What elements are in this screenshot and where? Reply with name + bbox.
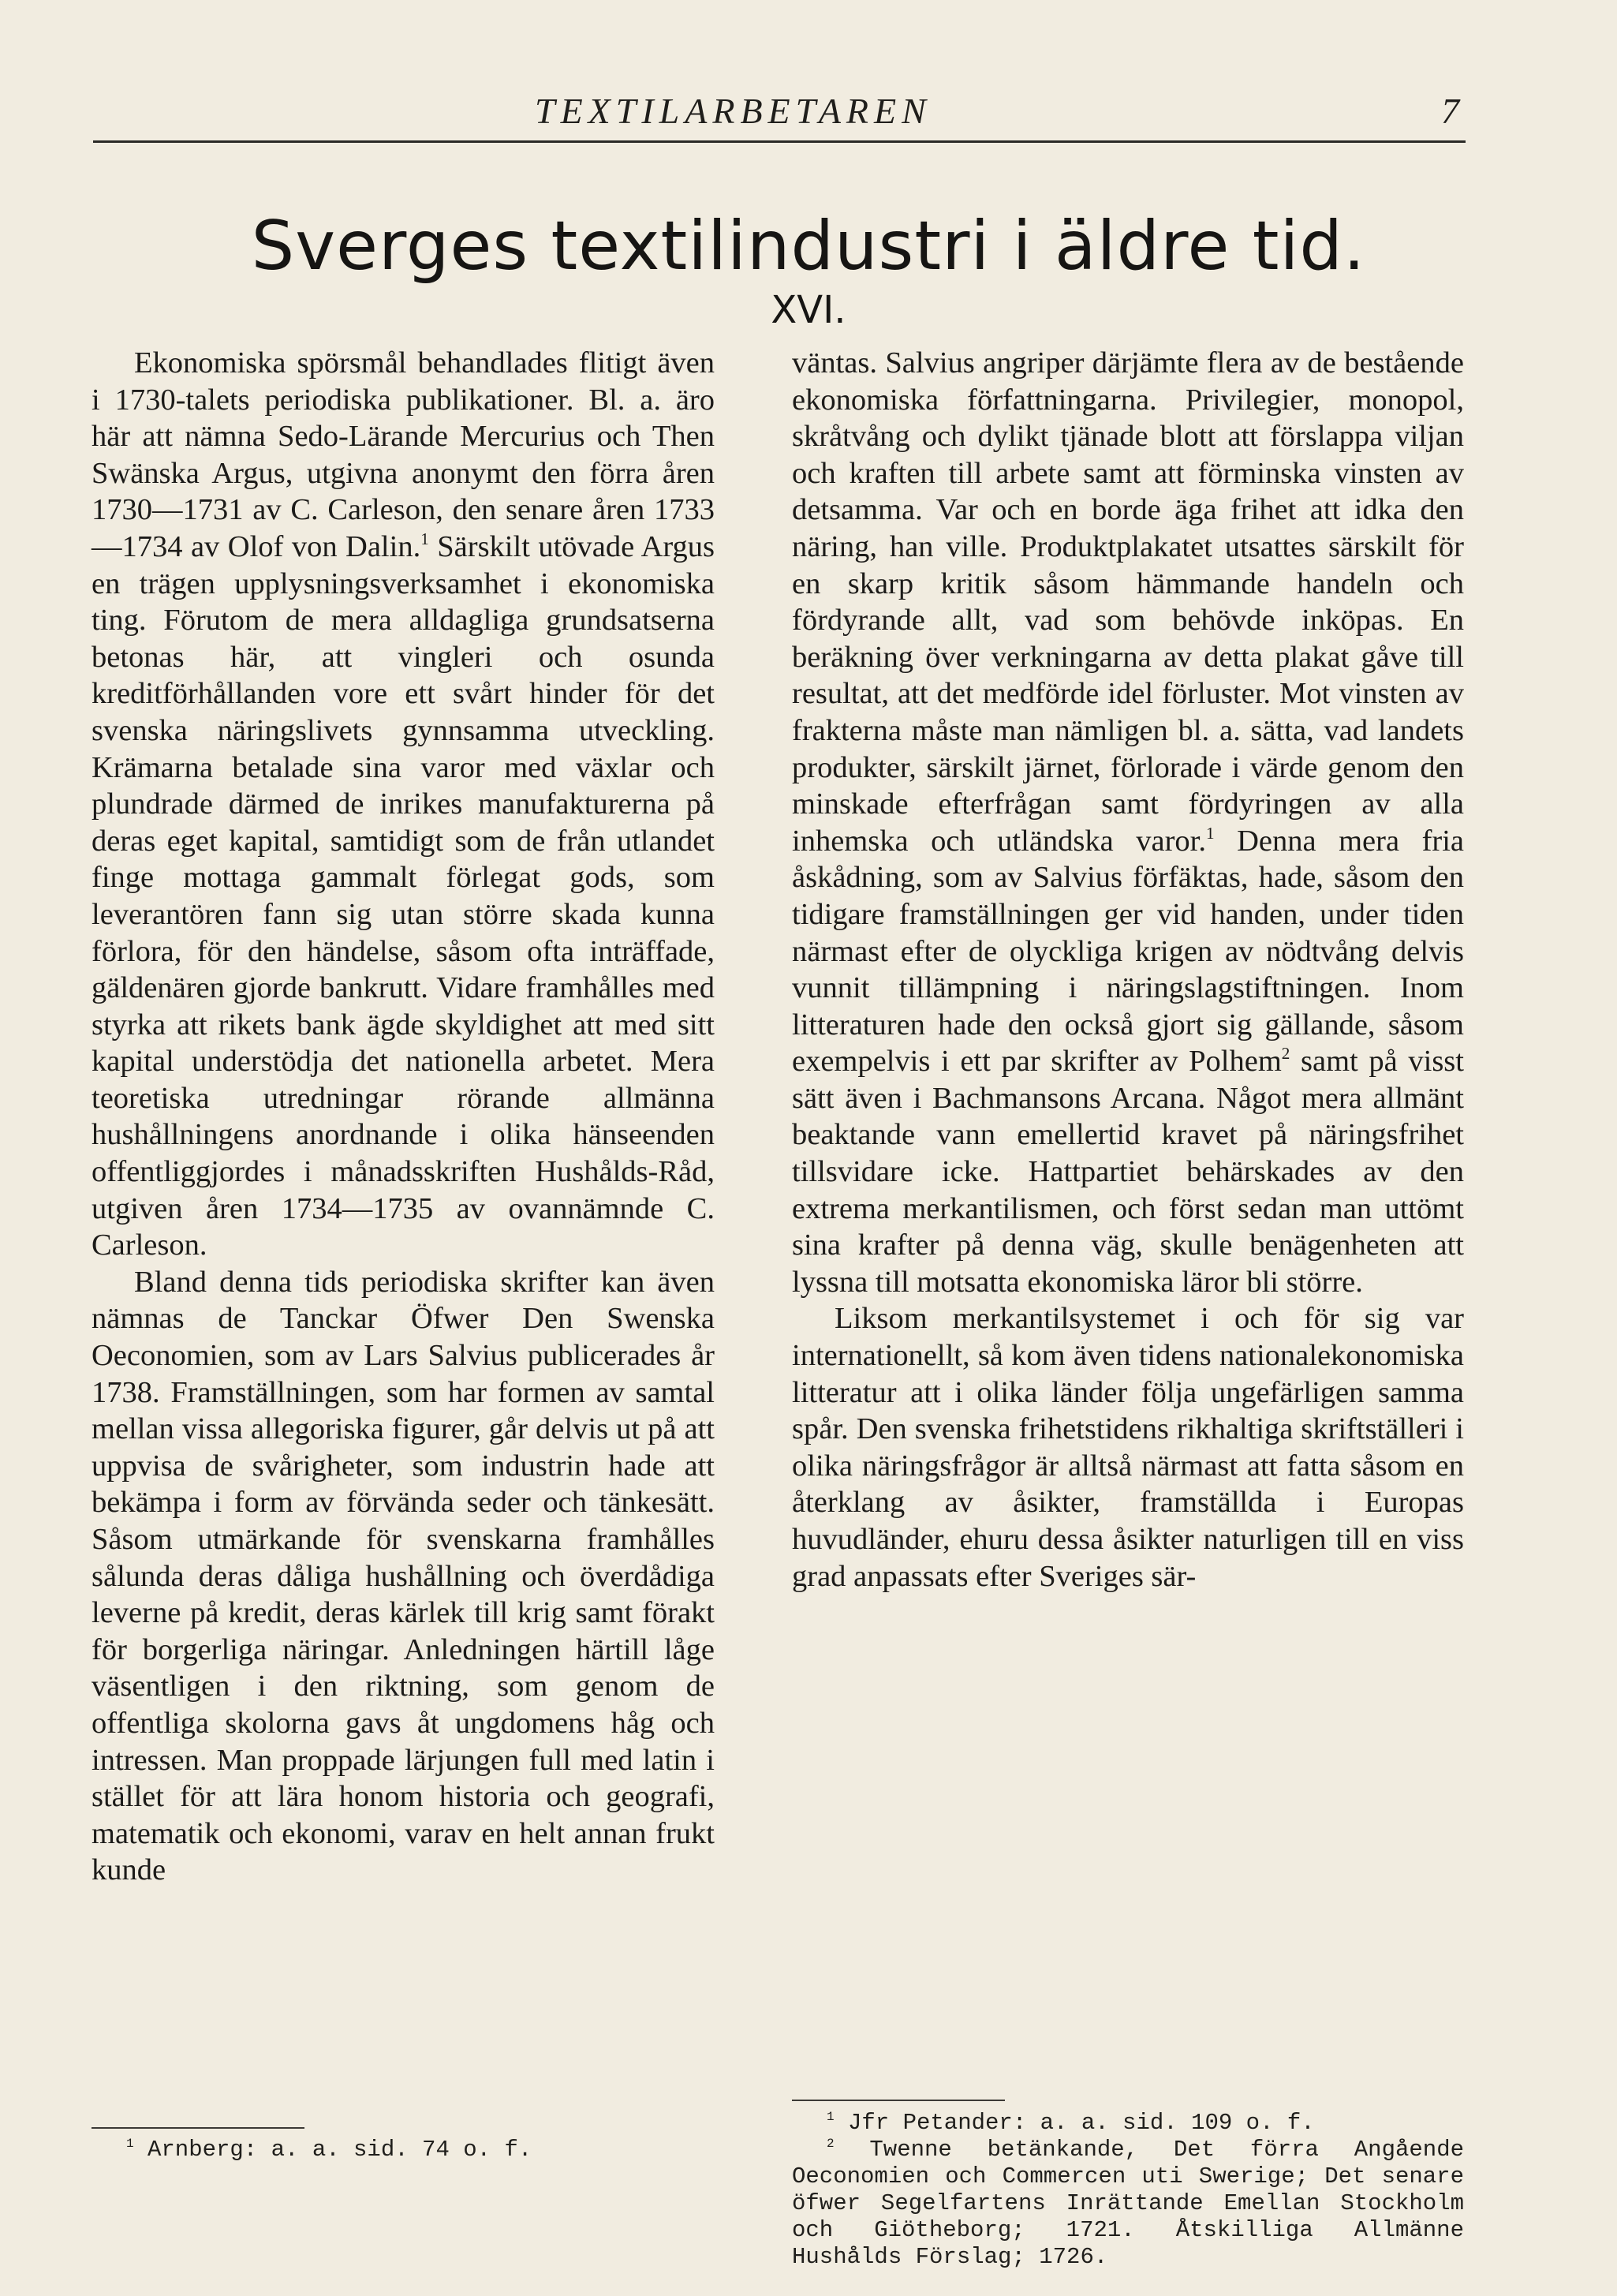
footnote-text: Jfr Petander: a. a. sid. 109 o. f. (847, 2110, 1315, 2136)
section-numeral: XVI. (771, 288, 846, 332)
running-title: TEXTILARBETAREN (535, 91, 932, 131)
right-paragraph-1-text-a: väntas. Salvius angriper därjämte flera av de bestående ekonomiska författningarna. Privilegier, monopol, skråtvång och dylikt tjänade blott att förslappa viljan och kraften till arbete samt att förminska vinsten av detsamma. Var och en borde äga frihet att idka den näring, han ville. Produktplakatet utsattes särskilt för en skarp kritik såsom hämmande handeln och fördyrande allt, vad som behövde inköpas. En beräkning över verkningarna av detta plakat gåve till resultat, att det medförde idel förluster. Mot vinsten av frakterna måste man nämligen bl. a. sätta, vad landets produkter, särskilt järnet, förlorade i värde genom den minskade efterfrågan samt fördyringen av alla inhemska och utländska varor. (792, 346, 1464, 858)
running-header (93, 79, 1466, 143)
left-paragraph-1-text-b: Särskilt utövade Argus en trägen upplysningsverksamhet i ekonomiska ting. Förutom de mera alldagliga grundsatserna betonas här, att vingleri och osunda kreditförhållanden vore ett svårt hinder för det svenska näringslivets gynnsamma utveckling. Krämarna betalade sina varor med växlar och plundrade därmed de inrikes manufakturerna på deras eget kapital, samtidigt som de från utlandet finge mottaga gammalt förlegat gods, som leverantören fann sig utan större skada kunna förlora, för den händelse, såsom ofta inträffade, gäldenären gjorde bankrutt. Vidare framhålles med styrka att rikets bank ägde skyldighet att med sitt kapital understödja det nationella arbetet. Mera teoretiska utredningar rörande allmänna hushållningens anordnande i olika hänseenden offentliggjordes i månadsskriften Hushålds-Råd, utgiven åren 1734—1735 av ovannämnde C. Carleson. (91, 529, 715, 1262)
footnote-ref: 1 (1206, 823, 1215, 843)
footnote-marker: 2 (827, 2136, 835, 2151)
footnote (792, 2137, 1464, 2271)
footnote-divider-right (792, 2100, 1005, 2101)
right-paragraph-1-text-c: samt på visst sätt även i Bachmansons Arcana. Något mera allmänt beaktande vann emellertid kravet på näringsfrihet tillsvidare icke. Hattpartiet behärskades av den extrema merkantilismen, och först sedan man uttömt sina krafter på denna väg, skulle benägenheten att lyssna till motsatta ekonomiska läror bli större. (792, 1045, 1464, 1299)
right-paragraph-2: Liksom merkantilsystemet i och för sig var internationellt, så kom även tidens nationalekonomiska litteratur att i olika länder följa ungefärligen samma spår. Den svenska frihetstidens rikhaltiga skriftställeri i olika näringsfrågor är alltså närmast att fatta såsom en återklang av åsikter, framställda i Europas huvudländer, ehuru dessa åsikter naturligen till en viss grad anpassats efter Sveriges sär- (792, 1302, 1464, 1593)
footnote (792, 2110, 1464, 2137)
footnote-ref: 1 (420, 529, 429, 549)
right-paragraph-1-text-b: Denna mera fria åskådning, som av Salvius förfäktas, hade, såsom den tidigare framställningen ger vid handen, under tiden närmast efter de olyckliga krigen av nödtvång delvis vunnit tillämpning i näringslagstiftningen. Inom litteraturen hade den också gjort sig gällande, såsom exempelvis i ett par skrifter av Polhem (792, 824, 1464, 1079)
left-paragraph-1 (91, 345, 715, 1264)
footnote (91, 2137, 707, 2163)
footnote-divider-left (91, 2127, 304, 2129)
footnotes-left (91, 2137, 707, 2163)
page-number: 7 (1441, 91, 1459, 131)
right-paragraph-1 (792, 345, 1464, 1300)
left-paragraph-2: Bland denna tids periodiska skrifter kan även nämnas de Tanckar Öfwer Den Swenska Oeconomien, som av Lars Salvius publicerades år 1738. Framställningen, som har formen av samtal mellan vissa allegoriska figurer, går delvis ut på att uppvisa de svårigheter, som industrin hade att bekämpa i form av förvända seder och tänkesätt. Såsom utmärkande för svenskarna framhålles sålunda deras dåliga hushållning och överdådiga leverne på kredit, deras kärlek till krig samt förakt för borgerliga näringar. Anledningen härtill låge väsentligen i den riktning, som genom de offentliga skolorna gavs åt ungdomens håg och intressen. Man proppade lärjungen full med latin i stället för att lära honom historia och geografi, matematik och ekonomi, varav en helt annan frukt kunde (91, 1265, 715, 1887)
article-title: Sverges textilindustri i äldre tid. (251, 207, 1366, 286)
footnotes-right (792, 2110, 1464, 2271)
footnote-text: Arnberg: a. a. sid. 74 o. f. (147, 2137, 532, 2163)
footnote-marker: 1 (126, 2136, 134, 2151)
footnote-text: Twenne betänkande, Det förra Angående Oeconomien och Commercen uti Swerige; Det senare öfwer Segelfartens Inrättande Emellan Stockholm och Giötheborg; 1721. Åtskilliga Allmänne Hushålds Förslag; 1726. (792, 2137, 1464, 2270)
footnote-ref: 2 (1281, 1044, 1290, 1064)
left-paragraph-1-text-a: Ekonomiska spörsmål behandlades flitigt även i 1730-talets periodiska publikationer. Bl. a. äro här att nämna Sedo-Lärande Mercurius och Then Swänska Argus, utgivna anonymt den förra åren 1730—1731 av C. Carleson, den senare åren 1733—1734 av Olof von Dalin. (91, 346, 715, 563)
left-column (91, 345, 715, 1889)
right-column (792, 345, 1464, 1595)
footnote-marker: 1 (827, 2109, 835, 2124)
